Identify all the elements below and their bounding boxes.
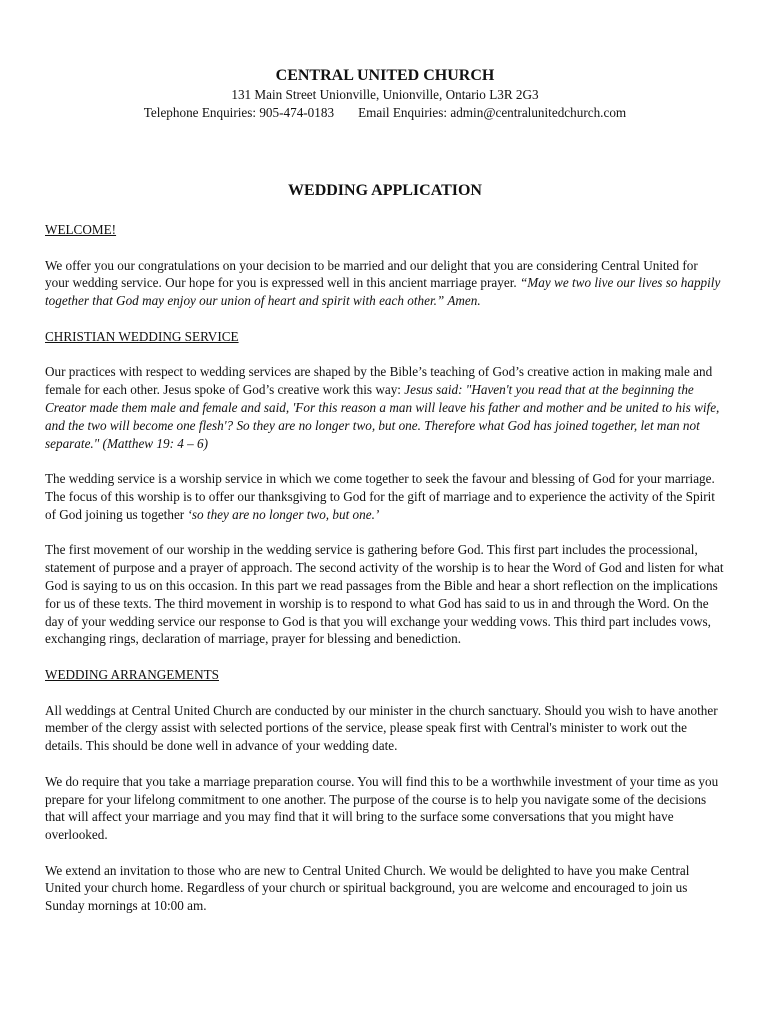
document-title: WEDDING APPLICATION: [288, 182, 482, 199]
arrangements-paragraph-1: All weddings at Central United Church are conducted by our minister in the church sanctuary. Should you wish to have another member of the clergy assist with selected portions of the service, please speak first with Central's minister to work out the details. This should be done well in advance of your wedding date.: [45, 702, 718, 754]
christian-service-p1-text: Our practices with respect to wedding services are shaped by the Bible’s teaching of God’s creative action in making male and female for each other. Jesus spoke of God’s creative work this way:: [45, 364, 713, 398]
contact-line: [45, 104, 725, 122]
christian-service-p2-text: The wedding service is a worship service in which we come together to seek the favour and blessing of God for your marriage. The focus of this worship is to offer our thanksgiving to God for the gift of marriage and to experience the activity of the Spirit of God joining us together: [45, 471, 715, 522]
welcome-paragraph: [45, 257, 725, 310]
christian-wedding-service-heading: CHRISTIAN WEDDING SERVICE: [45, 328, 239, 344]
christian-service-paragraph-1: [45, 363, 725, 452]
document-body: [45, 221, 725, 933]
letterhead: [45, 66, 725, 122]
welcome-heading: WELCOME!: [45, 222, 117, 237]
christian-service-paragraph-2: [45, 470, 725, 523]
wedding-arrangements-section: [45, 666, 725, 915]
christian-service-paragraph-3: The first movement of our worship in the wedding service is gathering before God. This first part includes the processional, statement of purpose and a prayer of approach. The second activity of the worship is to hear the Word of God and listen for what God is saying to us on this occasion. In this part we read passages from the Bible and hear a short reflection on the implications for us of these texts. The third movement in worship is to respond to what God has said to us in and through the Word. On the day of your wedding service our response to God is that you will exchange your wedding vows. This third part includes vows, exchanging rings, declaration of marriage, prayer for blessing and benediction.: [45, 542, 724, 647]
welcome-text: We offer you our congratulations on your decision to be married and our delight that you are considering Central United for your wedding service. Our hope for you is expressed well in this ancient marriage prayer.: [45, 257, 698, 291]
arrangements-paragraph-3: We extend an invitation to those who are new to Central United Church. We would be delighted to have you make Central United your church home. Regardless of your church or spiritual background, you are welcome and encouraged to join us Sunday mornings at 10:00 am.: [45, 862, 690, 914]
christian-wedding-service-section: [45, 328, 725, 648]
matthew-quote: Jesus said: "Haven't you read that at the beginning the Creator made them male and female and said, 'For this reason a man will leave his father and mother and be united to his wife, and the two will become one flesh'? So they are no longer two, but one. Therefore what God has joined together, let man not separate." (Matthew 19: 4 – 6): [45, 382, 720, 451]
church-address: 131 Main Street Unionville, Unionville, Ontario L3R 2G3: [231, 87, 539, 102]
welcome-section: [45, 221, 725, 310]
marriage-prayer: “May we two live our lives so happily together that God may enjoy our union of heart and spirit with each other.” Amen.: [45, 275, 721, 309]
arrangements-paragraph-2: We do require that you take a marriage preparation course. You will find this to be a worthwhile investment of your time as you prepare for your lifelong commitment to one another. The purpose of the course is to help you navigate some of the decisions that will affect your marriage and you may find that it will bring to the surface some conversations that you might have overlooked.: [45, 773, 719, 843]
wedding-arrangements-heading: WEDDING ARRANGEMENTS: [45, 666, 219, 682]
church-name: CENTRAL UNITED CHURCH: [275, 67, 495, 84]
telephone-enquiries: Telephone Enquiries: 905-474-0183: [143, 105, 335, 120]
email-enquiries: Email Enquiries: admin@centralunitedchurch.com: [358, 105, 627, 120]
no-longer-two-quote: ‘so they are no longer two, but one.’: [187, 506, 380, 522]
